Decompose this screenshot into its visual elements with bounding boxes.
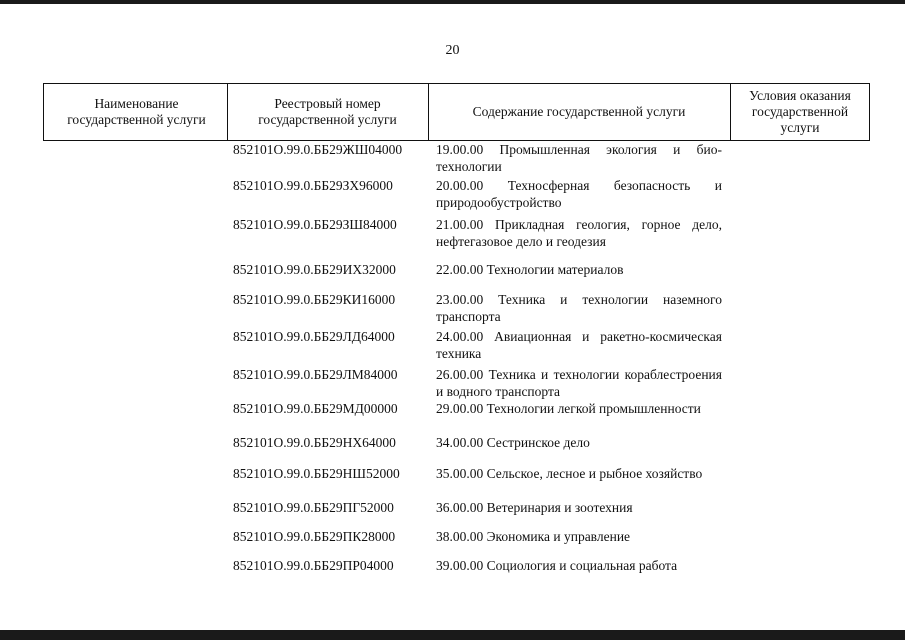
registry-number: 852101О.99.0.ББ29ЖШ04000 xyxy=(233,142,403,157)
registry-number: 852101О.99.0.ББ29ЛМ84000 xyxy=(233,367,398,382)
scan-border-top xyxy=(0,0,905,4)
service-content: 24.00.00 Авиационная и ракетно-космическая техника xyxy=(436,329,722,361)
service-content: 34.00.00 Сестринское дело xyxy=(436,435,590,450)
registry-number: 852101О.99.0.ББ29МД00000 xyxy=(233,401,398,416)
service-content: 35.00.00 Сельское, лесное и рыбное хозяйство xyxy=(436,466,703,481)
registry-number: 852101О.99.0.ББ29ЗШ84000 xyxy=(233,217,397,232)
registry-number: 852101О.99.0.ББ29ПР04000 xyxy=(233,558,394,573)
scan-border-bottom xyxy=(0,630,905,640)
header-divider xyxy=(428,83,429,141)
registry-number: 852101О.99.0.ББ29КИ16000 xyxy=(233,292,396,307)
service-content: 26.00.00 Техника и технологии кораблестроения и водного транспорта xyxy=(436,367,722,399)
service-content: 29.00.00 Технологии легкой промышленности xyxy=(436,401,701,416)
registry-number: 852101О.99.0.ББ29ПГ52000 xyxy=(233,500,394,515)
service-content: 21.00.00 Прикладная геология, горное дело, нефтегазовое дело и геодезия xyxy=(436,217,722,249)
header-service-content: Содержание государственной услуги xyxy=(472,104,686,119)
header-service-name: Наименование государственной услуги xyxy=(67,96,206,127)
service-content: 22.00.00 Технологии материалов xyxy=(436,262,624,277)
header-divider xyxy=(227,83,228,141)
registry-number: 852101О.99.0.ББ29НХ64000 xyxy=(233,435,396,450)
page-number: 20 xyxy=(445,43,460,58)
header-divider xyxy=(43,83,44,141)
header-divider xyxy=(730,83,731,141)
service-content: 23.00.00 Техника и технологии наземного транспорта xyxy=(436,292,722,324)
registry-number: 852101О.99.0.ББ29ЗХ96000 xyxy=(233,178,393,193)
registry-number: 852101О.99.0.ББ29ЛД64000 xyxy=(233,329,395,344)
registry-number: 852101О.99.0.ББ29ПК28000 xyxy=(233,529,396,544)
header-service-conditions: Условия оказания государственной услуги xyxy=(749,88,851,135)
registry-number: 852101О.99.0.ББ29ИХ32000 xyxy=(233,262,396,277)
service-content: 19.00.00 Промышленная экология и биотехнологии xyxy=(436,142,722,174)
service-content: 36.00.00 Ветеринария и зоотехния xyxy=(436,500,633,515)
service-content: 39.00.00 Социология и социальная работа xyxy=(436,558,678,573)
registry-number: 852101О.99.0.ББ29НШ52000 xyxy=(233,466,400,481)
service-content: 20.00.00 Техносферная безопасность и природообустройство xyxy=(436,178,722,210)
service-content: 38.00.00 Экономика и управление xyxy=(436,529,631,544)
header-divider xyxy=(869,83,870,141)
header-registry-number: Реестровый номер государственной услуги xyxy=(258,96,397,127)
